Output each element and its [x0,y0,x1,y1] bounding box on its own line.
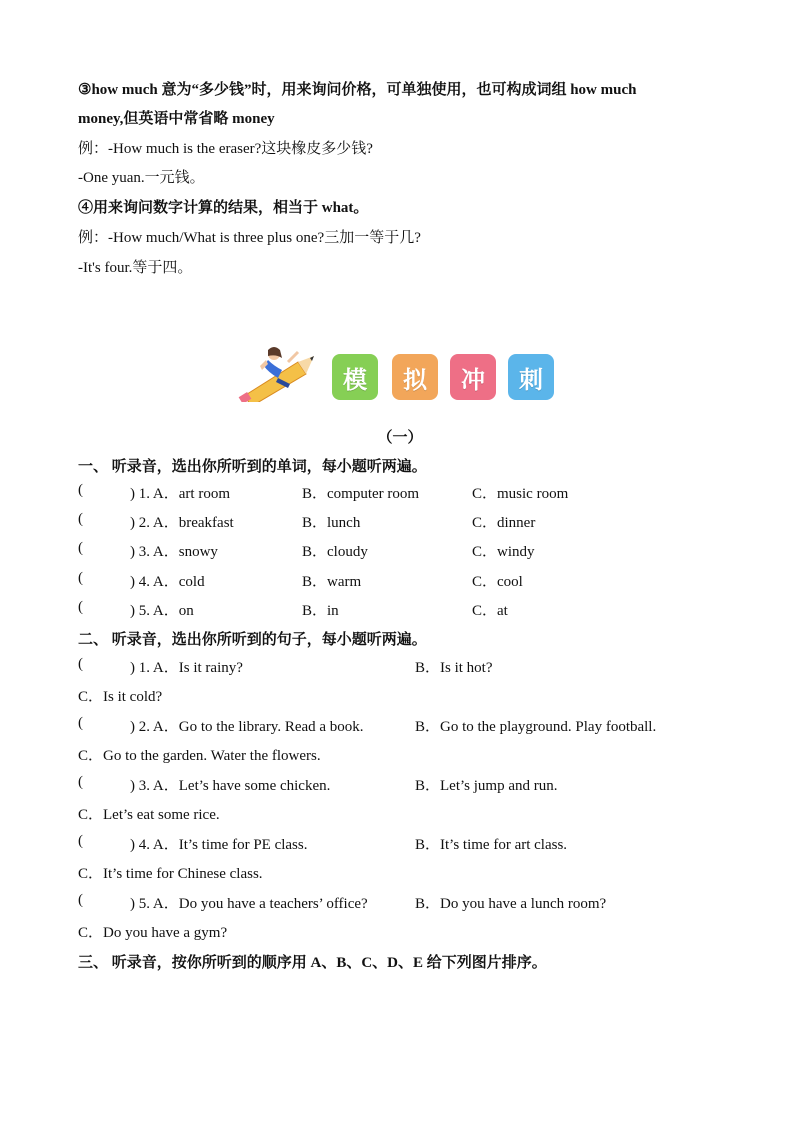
example1-answer: -One yuan.一元钱。 [78,170,205,186]
option-a: ) 1. A．Is it rainy? [130,660,243,676]
part2-title: 二、 听录音，选出你所听到的句子，每小题听两遍。 [78,632,427,648]
banner-tile-3: 冲 [450,354,496,400]
banner-tile-4: 刺 [508,354,554,400]
option-a: ) 3. A．snowy [130,544,218,560]
option-a: ) 2. A．breakfast [130,515,234,531]
banner-tile-2: 拟 [392,354,438,400]
example1-question: 例：-How much is the eraser?这块橡皮多少钱? [78,141,373,157]
option-c: C．Do you have a gym? [78,925,228,941]
answer-paren-open[interactable]: ( [78,599,83,615]
option-b: B．It’s time for art class. [415,837,568,853]
note-p3-line1: ③how much 意为“多少钱”时，用来询问价格，可单独使用，也可构成词组 how much [78,82,637,98]
answer-paren-open[interactable]: ( [78,511,83,527]
example2-question: 例：-How much/What is three plus one?三加一等于几? [78,230,421,246]
answer-paren-open[interactable]: ( [78,774,83,790]
option-a: ) 4. A．cold [130,574,205,590]
option-a: ) 1. A．art room [130,486,230,502]
option-c: C．It’s time for Chinese class. [78,866,263,882]
answer-paren-open[interactable]: ( [78,715,83,731]
part3-title: 三、 听录音，按你所听到的顺序用 A、B、C、D、E 给下列图片排序。 [78,955,547,971]
option-c: C．Is it cold? [78,689,163,705]
answer-paren-open[interactable]: ( [78,570,83,586]
option-a: ) 2. A．Go to the library. Read a book. [130,719,364,735]
pencil-girl-illustration [238,344,324,402]
example2-answer: -It's four.等于四。 [78,260,193,276]
option-a: ) 4. A．It’s time for PE class. [130,837,308,853]
banner-tile-1: 模 [332,354,378,400]
option-b: B．computer room [302,486,420,502]
option-c: C．music room [472,486,569,502]
option-a: ) 5. A．Do you have a teachers’ office? [130,896,368,912]
option-c: C．windy [472,544,535,560]
option-b: B．in [302,603,339,619]
option-c: C．Go to the garden. Water the flowers. [78,748,321,764]
note-p4: ④用来询问数字计算的结果，相当于 what。 [78,200,369,216]
option-a: ) 3. A．Let’s have some chicken. [130,778,331,794]
option-c: C．Let’s eat some rice. [78,807,220,823]
option-c: C．dinner [472,515,536,531]
option-c: C．cool [472,574,523,590]
note-p3-line2: money,但英语中常省略 money [78,111,275,127]
part1-title: 一、 听录音，选出你所听到的单词，每小题听两遍。 [78,459,427,475]
option-b: B．lunch [302,515,361,531]
option-c: C．at [472,603,508,619]
option-a: ) 5. A．on [130,603,194,619]
option-b: B．Do you have a lunch room? [415,896,607,912]
option-b: B．warm [302,574,362,590]
option-b: B．Go to the playground. Play football. [415,719,657,735]
section-number: （一） [377,430,423,446]
option-b: B．cloudy [302,544,368,560]
option-b: B．Is it hot? [415,660,493,676]
answer-paren-open[interactable]: ( [78,540,83,556]
answer-paren-open[interactable]: ( [78,833,83,849]
answer-paren-open[interactable]: ( [78,892,83,908]
answer-paren-open[interactable]: ( [78,482,83,498]
option-b: B．Let’s jump and run. [415,778,558,794]
answer-paren-open[interactable]: ( [78,656,83,672]
